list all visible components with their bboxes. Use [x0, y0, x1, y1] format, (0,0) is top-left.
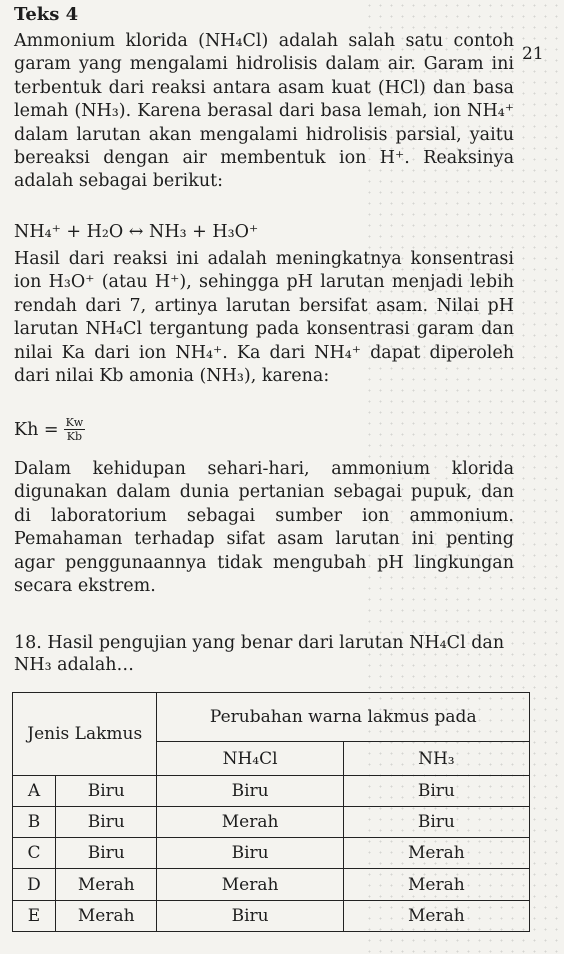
table-row: [13, 806, 530, 837]
cell-nh4cl: Biru: [157, 900, 343, 931]
paragraph-usage: Dalam kehidupan sehari-hari, ammonium klorida digunakan dalam dunia pertanian sebagai pupuk, dan di laboratorium sebagai sumber ion ammonium. Pemahaman terhadap sifat asam larutan ini penting agar penggunaannya tidak mengubah pH lingkungan secara ekstrem.: [14, 459, 514, 597]
table-row: [13, 838, 530, 869]
paragraph-intro: Ammonium klorida (NH₄Cl) adalah salah satu contoh garam yang mengalami hidrolisis dalam air. Garam ini terbentuk dari reaksi antara asam kuat (HCl) dan basa lemah (NH₃). Karena berasal dari basa lemah, ion NH₄⁺ dalam larutan akan mengalami hidrolisis parsial, yaitu bereaksi dengan air membentuk ion H⁺. Reaksinya adalah sebagai berikut:: [14, 31, 514, 192]
cell-nh4cl: Biru: [157, 838, 343, 869]
page-number: 21: [522, 44, 544, 64]
hydrolysis-constant-formula: [14, 416, 85, 443]
option-label: C: [13, 838, 56, 869]
option-label: E: [13, 900, 56, 931]
section-heading: Teks 4: [14, 4, 79, 25]
cell-nh4cl: Merah: [157, 806, 343, 837]
cell-jenis: Biru: [56, 775, 157, 806]
cell-nh3: Merah: [343, 838, 529, 869]
formula-numerator: Kw: [65, 416, 84, 429]
cell-nh4cl: Merah: [157, 869, 343, 900]
cell-nh3: Merah: [343, 900, 529, 931]
table-row: [13, 869, 530, 900]
cell-nh4cl: Biru: [157, 775, 343, 806]
option-label: D: [13, 869, 56, 900]
cell-jenis: Biru: [56, 806, 157, 837]
header-perubahan-warna: Perubahan warna lakmus pada: [157, 693, 530, 742]
header-nh3: NH₃: [343, 742, 529, 775]
cell-nh3: Merah: [343, 869, 529, 900]
header-jenis-lakmus: Jenis Lakmus: [13, 693, 157, 776]
cell-nh3: Biru: [343, 806, 529, 837]
formula-fraction: [64, 416, 86, 443]
cell-jenis: Merah: [56, 869, 157, 900]
formula-lhs: Kh =: [14, 419, 59, 440]
answer-table: [12, 692, 530, 932]
reaction-equation: NH₄⁺ + H₂O ↔ NH₃ + H₃O⁺: [14, 222, 259, 242]
option-label: A: [13, 775, 56, 806]
header-nh4cl: NH₄Cl: [157, 742, 343, 775]
formula-denominator: Kb: [66, 430, 83, 443]
paragraph-result: Hasil dari reaksi ini adalah meningkatnya konsentrasi ion H₃O⁺ (atau H⁺), sehingga pH larutan menjadi lebih rendah dari 7, artinya larutan bersifat asam. Nilai pH larutan NH₄Cl tergantung pada konsentrasi garam dan nilai Ka dari ion NH₄⁺. Ka dari NH₄⁺ dapat diperoleh dari nilai Kb amonia (NH₃), karena:: [14, 249, 514, 387]
cell-nh3: Biru: [343, 775, 529, 806]
question-18: 18. Hasil pengujian yang benar dari larutan NH₄Cl dan NH₃ adalah…: [14, 633, 505, 675]
cell-jenis: Merah: [56, 900, 157, 931]
option-label: B: [13, 806, 56, 837]
table-row: [13, 900, 530, 931]
table-row: [13, 775, 530, 806]
cell-jenis: Biru: [56, 838, 157, 869]
